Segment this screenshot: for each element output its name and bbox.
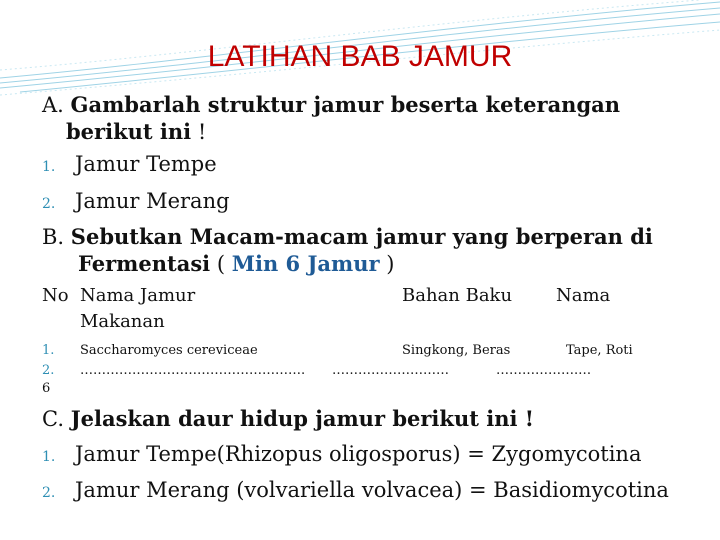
section-a-heading: Gambarlah struktur jamur beserta keterangan	[70, 92, 621, 117]
paren-close: )	[386, 252, 395, 276]
table-cell-jamur: …………………………………………….	[80, 363, 306, 378]
section-a-exclaim: !	[197, 120, 207, 144]
section-b-heading-cont: Fermentasi	[78, 251, 211, 276]
list-item	[42, 151, 217, 180]
table-header-nama-jamur: Nama Jamur	[80, 285, 196, 306]
list-text: Jamur Tempe	[75, 152, 217, 176]
list-number: 2.	[42, 196, 56, 212]
table-cell-makanan: ……………….…	[496, 363, 592, 378]
list-item	[42, 477, 669, 506]
table-header-no: No	[42, 285, 69, 306]
list-text: Jamur Merang	[75, 189, 230, 213]
section-c-heading: Jelaskan daur hidup jamur berikut ini !	[70, 406, 534, 431]
table-header-makanan: Makanan	[80, 311, 165, 332]
section-c-line1	[42, 406, 534, 432]
list-number: 2.	[42, 485, 56, 501]
paren-open: (	[216, 252, 226, 276]
table-cell-bahan: ………………………	[332, 363, 449, 378]
list-item	[42, 441, 641, 470]
section-b-heading: Sebutkan Macam-macam jamur yang berperan di	[70, 224, 653, 249]
section-a-line2	[66, 119, 206, 145]
list-item	[42, 188, 230, 217]
list-text: Jamur Merang (volvariella volvacea) = Basidiomycotina	[75, 478, 669, 502]
list-number: 1.	[42, 159, 56, 175]
page-title: LATIHAN BAB JAMUR	[207, 40, 513, 73]
section-a-line1	[42, 92, 620, 118]
section-b-highlight: Min 6 Jamur	[231, 251, 380, 276]
table-row-number: 1.	[42, 343, 55, 358]
section-b-line1	[42, 224, 653, 250]
section-a-letter: A.	[42, 93, 64, 117]
section-a-heading-cont: berikut ini	[66, 119, 192, 144]
table-row-number: 6	[42, 381, 51, 396]
table-header-bahan-baku: Bahan Baku	[402, 285, 513, 306]
table-cell-jamur: Saccharomyces cereviceae	[80, 343, 258, 358]
section-b-letter: B.	[42, 225, 65, 249]
table-cell-bahan: Singkong, Beras	[402, 343, 511, 358]
table-header-nama: Nama	[556, 285, 611, 306]
section-c-letter: C.	[42, 407, 64, 431]
table-cell-makanan: Tape, Roti	[566, 343, 633, 358]
list-text: Jamur Tempe(Rhizopus oligosporus) = Zygomycotina	[75, 442, 642, 466]
list-number: 1.	[42, 449, 56, 465]
table-row-number: 2.	[42, 363, 55, 378]
section-b-line2	[78, 251, 394, 277]
